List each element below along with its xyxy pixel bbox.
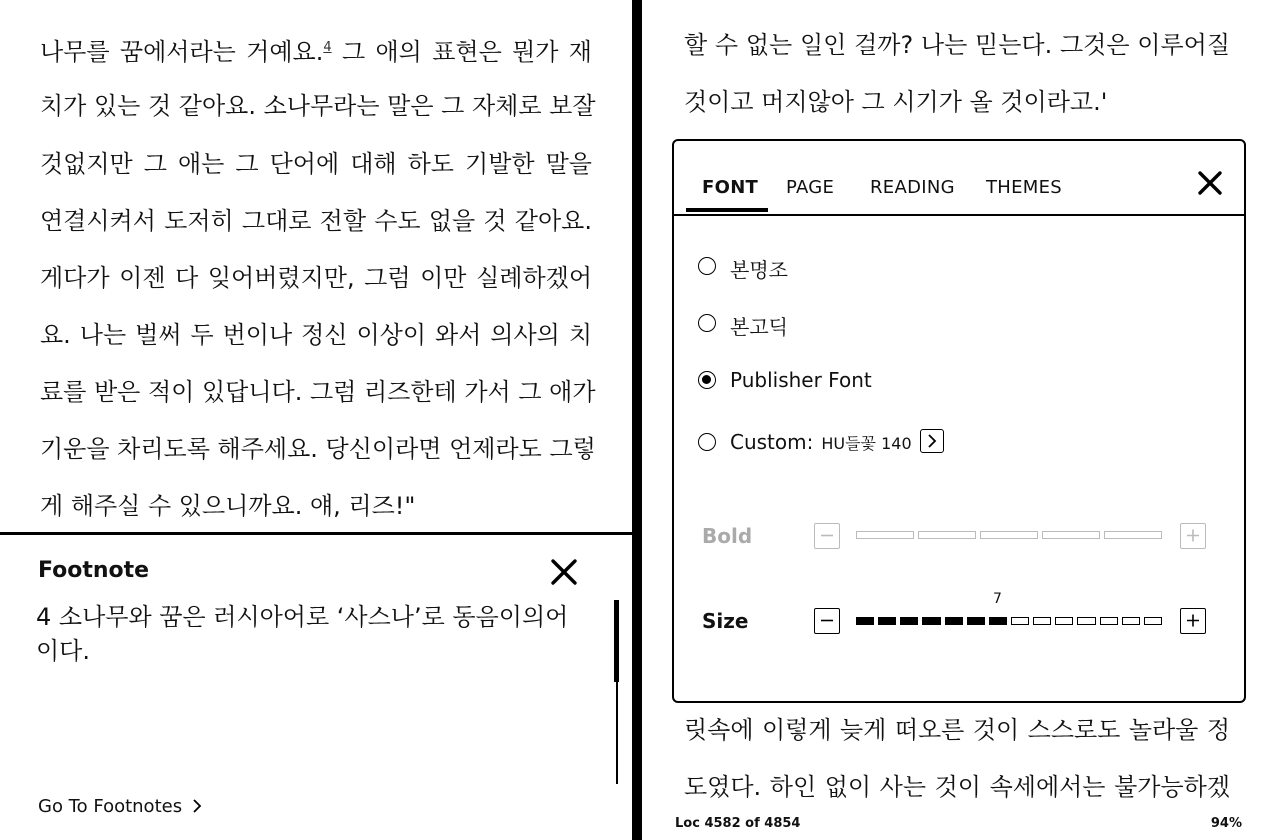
radio-button-selected[interactable] xyxy=(698,371,716,389)
minus-icon[interactable] xyxy=(814,523,840,549)
tab-font[interactable]: FONT xyxy=(702,177,759,198)
radio-button[interactable] xyxy=(698,314,716,332)
font-option-label: 본명조 xyxy=(730,258,788,282)
size-value: 7 xyxy=(993,591,1002,607)
radio-button[interactable] xyxy=(698,257,716,275)
radio-button[interactable] xyxy=(698,433,716,451)
chevron-right-icon xyxy=(188,796,202,817)
font-size-segment[interactable] xyxy=(1033,617,1051,625)
left-page xyxy=(0,0,632,840)
bold-level-slider[interactable] xyxy=(856,531,1162,541)
location-indicator: Loc 4582 of 4854 xyxy=(675,816,801,831)
go-to-footnotes-link[interactable] xyxy=(38,796,202,817)
bold-level-segment[interactable] xyxy=(1042,531,1100,539)
font-size-slider[interactable] xyxy=(856,617,1162,627)
font-size-segment[interactable] xyxy=(1144,617,1162,625)
progress-percent: 94% xyxy=(1210,816,1242,831)
font-size-segment[interactable] xyxy=(878,617,896,625)
settings-tabs xyxy=(674,141,1244,216)
body-line: 기운을 차리도록 해주세요. 당신이라면 언제라도 그렇 xyxy=(40,435,596,463)
font-size-segment[interactable] xyxy=(1077,617,1095,625)
custom-font-name: HU들꽃 140 xyxy=(821,434,912,453)
tab-page[interactable]: PAGE xyxy=(786,177,835,198)
footnote-text: 4 소나무와 꿈은 러시아어로 ‘사스나’로 동음이의어이다. xyxy=(36,603,569,665)
bold-level-segment[interactable] xyxy=(980,531,1038,539)
font-option-label: 본고딕 xyxy=(730,315,788,339)
font-size-segment[interactable] xyxy=(967,617,985,625)
font-size-segment[interactable] xyxy=(1100,617,1118,625)
size-label: Size xyxy=(702,609,749,633)
bold-level-segment[interactable] xyxy=(918,531,976,539)
footnote-divider xyxy=(0,532,632,535)
footnote-scroll-thumb[interactable] xyxy=(614,600,619,682)
active-tab-indicator xyxy=(686,208,768,212)
body-line: 치가 있는 것 같아요. 소나무라는 말은 그 자체로 보잘 xyxy=(40,92,596,120)
font-size-segment[interactable] xyxy=(945,617,963,625)
right-page xyxy=(642,0,1274,840)
body-line: 연결시켜서 도저히 그대로 전할 수도 없을 것 같아요. xyxy=(40,207,592,235)
tab-reading[interactable]: READING xyxy=(870,177,955,198)
body-line: 게다가 이젠 다 잊어버렸지만, 그럼 이만 실례하겠어 xyxy=(40,264,592,292)
font-option-label: Custom: HU들꽃 140 xyxy=(730,430,912,454)
chevron-right-icon[interactable] xyxy=(920,429,944,453)
reading-settings-panel xyxy=(672,139,1246,703)
body-line: 릿속에 이렇게 늦게 떠오른 것이 스스로도 놀라울 정 xyxy=(684,716,1230,744)
page-divider xyxy=(632,0,642,840)
close-icon[interactable] xyxy=(1196,169,1224,197)
font-size-segment[interactable] xyxy=(989,617,1007,625)
font-size-segment[interactable] xyxy=(922,617,940,625)
tab-themes[interactable]: THEMES xyxy=(986,177,1063,198)
plus-icon[interactable] xyxy=(1180,523,1206,549)
go-to-footnotes-label: Go To Footnotes xyxy=(38,796,183,817)
body-line: 요. 나는 벌써 두 번이나 정신 이상이 와서 의사의 치 xyxy=(40,321,592,349)
footnote-reference-link[interactable]: 4 xyxy=(323,40,332,55)
font-size-segment[interactable] xyxy=(1011,617,1029,625)
font-option-label: Publisher Font xyxy=(730,368,872,392)
font-size-segment[interactable] xyxy=(856,617,874,625)
bold-level-segment[interactable] xyxy=(1104,531,1162,539)
body-line: 것없지만 그 애는 그 단어에 대해 하도 기발한 말을 xyxy=(40,150,592,178)
body-line: 할 수 없는 일인 걸까? 나는 믿는다. 그것은 이루어질 xyxy=(684,31,1230,59)
font-size-segment[interactable] xyxy=(900,617,918,625)
body-line: 료를 받은 적이 있답니다. 그럼 리즈한테 가서 그 애가 xyxy=(40,378,596,406)
font-size-segment[interactable] xyxy=(1055,617,1073,625)
footnote-title: Footnote xyxy=(38,558,150,583)
body-line: 게 해주실 수 있으니까요. 얘, 리즈!" xyxy=(40,492,416,520)
plus-icon[interactable] xyxy=(1180,608,1206,634)
body-line: 나무를 꿈에서라는 거예요.$^4$ 그 애의 표현은 뭔가 재 xyxy=(40,38,592,66)
bold-label: Bold xyxy=(702,524,753,548)
minus-icon[interactable] xyxy=(814,608,840,634)
body-line: 것이고 머지않아 그 시기가 올 것이라고.' xyxy=(684,88,1108,116)
body-line: 도였다. 하인 없이 사는 것이 속세에서는 불가능하겠 xyxy=(684,773,1230,801)
bold-level-segment[interactable] xyxy=(856,531,914,539)
close-icon[interactable] xyxy=(548,556,580,588)
font-size-segment[interactable] xyxy=(1122,617,1140,625)
